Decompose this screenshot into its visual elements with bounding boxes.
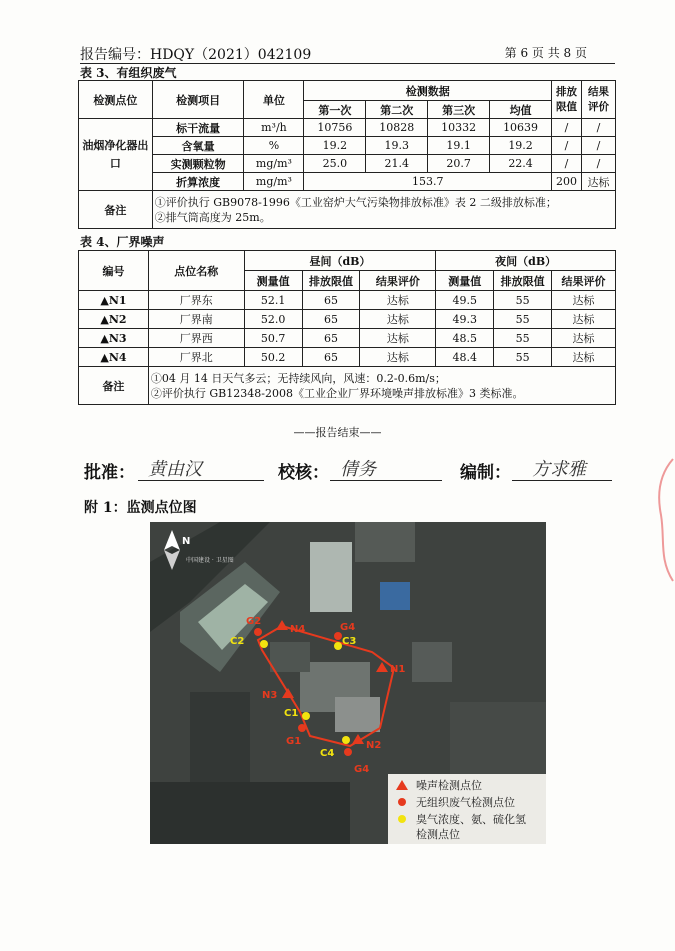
cell: 52.0 — [244, 310, 302, 329]
point-g2 — [254, 628, 262, 636]
report-end: ——报告结束—— — [293, 426, 382, 439]
review-signature: 倩务 — [340, 459, 376, 480]
th-day-eval: 结果评价 — [360, 271, 436, 291]
cell: 达标 — [552, 291, 616, 310]
legend-gas-text: 无组织废气检测点位 — [416, 796, 515, 809]
cell: 19.2 — [490, 137, 552, 155]
table-row — [79, 291, 616, 310]
attachment-title: 附 1：监测点位图 — [84, 500, 197, 516]
th-night-limit: 排放限值 — [494, 271, 552, 291]
th-id: 编号 — [79, 251, 149, 291]
label-n1: N1 — [390, 664, 406, 675]
cell: 65 — [302, 348, 360, 367]
cell: 达标 — [552, 310, 616, 329]
th-night: 夜间（dB） — [436, 251, 616, 271]
review-label: 校核： — [278, 463, 329, 483]
table-row — [79, 137, 616, 155]
cell: 达标 — [360, 310, 436, 329]
cell: 标干流量 — [152, 119, 244, 137]
cell: 达标 — [360, 291, 436, 310]
point-c2 — [260, 640, 268, 648]
page-indicator: 第 6 页 共 8 页 — [504, 46, 587, 60]
th-avg: 均值 — [490, 101, 552, 119]
cell: 65 — [302, 329, 360, 348]
cell: 达标 — [360, 348, 436, 367]
cell: 22.4 — [490, 155, 552, 173]
table-row — [79, 329, 616, 348]
th-point: 检测点位 — [79, 81, 153, 119]
cell: 10756 — [304, 119, 366, 137]
cell: 含氧量 — [152, 137, 244, 155]
map-pool — [380, 582, 410, 610]
cell: 19.2 — [304, 137, 366, 155]
cell: 55 — [494, 291, 552, 310]
th-run1: 第一次 — [304, 101, 366, 119]
cell: 48.4 — [436, 348, 494, 367]
table4-caption: 表 4、厂界噪声 — [80, 235, 165, 249]
table4 — [78, 250, 616, 405]
cell: ▲N2 — [79, 310, 149, 329]
point-c4 — [342, 736, 350, 744]
th-day: 昼间（dB） — [244, 251, 436, 271]
cell: 55 — [494, 329, 552, 348]
cell: 折算浓度 — [152, 173, 244, 191]
cell: 25.0 — [304, 155, 366, 173]
cell: 19.1 — [428, 137, 490, 155]
map-area — [190, 692, 250, 782]
label-c4: C4 — [320, 748, 335, 759]
legend-odor-icon — [398, 815, 406, 823]
table3-caption: 表 3、有组织废气 — [80, 66, 177, 80]
th-day-meas: 测量值 — [244, 271, 302, 291]
th-data: 检测数据 — [304, 81, 552, 101]
label-g2: G2 — [246, 616, 262, 627]
cell: / — [552, 137, 582, 155]
cell: mg/m³ — [244, 155, 304, 173]
monitoring-map — [150, 522, 546, 844]
cell: 55 — [494, 310, 552, 329]
point-c3 — [334, 642, 342, 650]
label-g4-north: G4 — [340, 622, 356, 633]
th-night-meas: 测量值 — [436, 271, 494, 291]
approve-signature: 黄由汉 — [148, 459, 202, 480]
cell: 65 — [302, 291, 360, 310]
map-area — [150, 782, 350, 844]
seal-stamp-graphic — [653, 455, 675, 585]
point-g1 — [298, 724, 306, 732]
label-c3: C3 — [342, 636, 357, 647]
cell: 19.3 — [366, 137, 428, 155]
cell: ▲N3 — [79, 329, 149, 348]
table-row — [79, 348, 616, 367]
cell: 厂界西 — [148, 329, 244, 348]
cell: 厂界南 — [148, 310, 244, 329]
note-label: 备注 — [79, 367, 149, 405]
th-night-eval: 结果评价 — [552, 271, 616, 291]
legend-noise-text: 噪声检测点位 — [416, 779, 482, 792]
cell: 20.7 — [428, 155, 490, 173]
th-name: 点位名称 — [148, 251, 244, 291]
label-n3: N3 — [262, 690, 278, 701]
note-line: ①评价执行 GB9078-1996《工业窑炉大气污染物排放标准》表 2 二级排放标准； — [154, 195, 557, 209]
table3 — [78, 80, 616, 229]
approve-label: 批准： — [84, 463, 135, 483]
cell: 48.5 — [436, 329, 494, 348]
cell: m³/h — [244, 119, 304, 137]
map-graphic — [150, 522, 546, 844]
note-label: 备注 — [79, 191, 153, 229]
note-line: ②评价执行 GB12348-2008《工业企业厂界环境噪声排放标准》3 类标准。 — [150, 386, 524, 400]
cell: 达标 — [552, 348, 616, 367]
seal-stamp — [653, 455, 675, 585]
compile-label: 编制： — [460, 463, 511, 483]
cell: mg/m³ — [244, 173, 304, 191]
cell: 50.7 — [244, 329, 302, 348]
table-row — [79, 155, 616, 173]
map-building — [355, 522, 415, 562]
seal-arc — [659, 459, 673, 581]
note-line: ①04 月 14 日天气多云；无持续风向，风速：0.2-0.6m/s； — [150, 371, 446, 385]
label-c1: C1 — [284, 708, 299, 719]
cell: 10639 — [490, 119, 552, 137]
th-unit: 单位 — [244, 81, 304, 119]
cell: / — [552, 155, 582, 173]
cell: 厂界东 — [148, 291, 244, 310]
th-run3: 第三次 — [428, 101, 490, 119]
map-building — [335, 697, 380, 732]
note-text — [148, 367, 615, 405]
cell: / — [552, 119, 582, 137]
th-limit: 排放限值 — [552, 81, 582, 119]
th-run2: 第二次 — [366, 101, 428, 119]
cell: 200 — [552, 173, 582, 191]
th-day-limit: 排放限值 — [302, 271, 360, 291]
th-eval: 结果评价 — [582, 81, 616, 119]
point-name: 油烟净化器出口 — [79, 119, 153, 191]
cell: % — [244, 137, 304, 155]
legend-odor-text: 臭气浓度、氨、硫化氢 — [416, 813, 526, 826]
label-n4: N4 — [290, 624, 306, 635]
cell: 49.5 — [436, 291, 494, 310]
cell: 达标 — [582, 173, 616, 191]
legend-gas-icon — [398, 798, 406, 806]
cell: 10332 — [428, 119, 490, 137]
cell: 52.1 — [244, 291, 302, 310]
cell: 达标 — [552, 329, 616, 348]
cell: 实测颗粒物 — [152, 155, 244, 173]
cell: / — [582, 119, 616, 137]
compile-signature: 方求雅 — [532, 459, 586, 480]
cell: 65 — [302, 310, 360, 329]
label-c2: C2 — [230, 636, 245, 647]
cell: 厂界北 — [148, 348, 244, 367]
point-g4-south — [344, 748, 352, 756]
map-building — [270, 642, 310, 672]
cell: ▲N4 — [79, 348, 149, 367]
map-watermark: 中国建设 · 卫星图 — [186, 557, 234, 564]
cell: / — [582, 155, 616, 173]
map-building — [310, 542, 352, 612]
th-item: 检测项目 — [152, 81, 244, 119]
label-g1: G1 — [286, 736, 302, 747]
cell: ▲N1 — [79, 291, 149, 310]
cell: 10828 — [366, 119, 428, 137]
cell: 达标 — [360, 329, 436, 348]
table-row — [79, 119, 616, 137]
report-number: 报告编号：HDQY（2021）042109 — [80, 47, 312, 63]
cell: 153.7 — [304, 173, 552, 191]
point-g4-north — [334, 632, 342, 640]
note-line: ②排气筒高度为 25m。 — [154, 210, 271, 224]
map-building — [412, 642, 452, 682]
label-g4-south: G4 — [354, 764, 370, 775]
cell: 55 — [494, 348, 552, 367]
north-label: N — [182, 536, 191, 547]
cell: / — [582, 137, 616, 155]
cell: 21.4 — [366, 155, 428, 173]
cell: 50.2 — [244, 348, 302, 367]
cell: 49.3 — [436, 310, 494, 329]
note-text — [152, 191, 615, 229]
table-row — [79, 310, 616, 329]
label-n2: N2 — [366, 740, 382, 751]
legend-odor-text-2: 检测点位 — [416, 828, 460, 841]
point-c1 — [302, 712, 310, 720]
table-row — [79, 173, 616, 191]
